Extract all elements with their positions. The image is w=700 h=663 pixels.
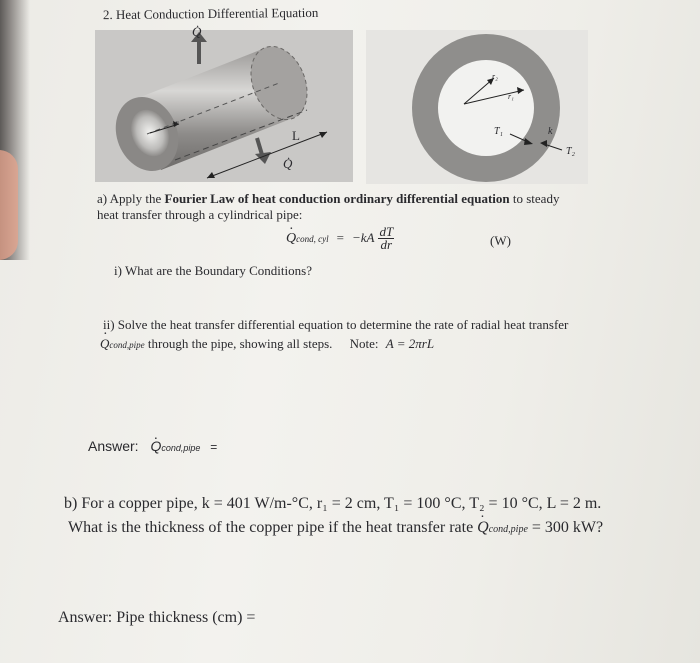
- part-b-sub: cond,pipe: [488, 524, 528, 535]
- ring-figure: [366, 30, 588, 184]
- heat-label-bottom: Q̇: [283, 156, 293, 171]
- answer-a-sym: · Q: [150, 438, 161, 454]
- note-formula: A = 2πrL: [385, 336, 435, 351]
- eq-unit: (W): [490, 233, 511, 248]
- question-ii-line1: ii) Solve the heat transfer differential equation to determine the rate of radial heat transfer: [103, 317, 569, 332]
- heat-label-top: Q̇: [192, 24, 202, 39]
- answer-a-eq: =: [210, 440, 218, 454]
- r2-label: r₂: [492, 72, 498, 81]
- k-label: k: [548, 126, 553, 137]
- eq-fraction: [378, 226, 394, 251]
- part-b-line1: b) For a copper pipe, k = 401 W/m-°C, r₁ = 2 cm, T₁ = 100 °C, T₂ = 10 °C, L = 2 m.: [64, 495, 602, 512]
- part-a-prompt-line2: heat transfer through a cylindrical pipe:: [97, 207, 303, 222]
- radius-label: r: [175, 118, 179, 128]
- ring-inner: [438, 60, 534, 156]
- answer-a-label: Answer:: [88, 438, 139, 454]
- eq-equals: =: [336, 230, 344, 246]
- eq-denominator: dr: [380, 237, 393, 252]
- pipe-figure: [95, 24, 353, 182]
- answer-a-sub: cond,pipe: [161, 443, 201, 453]
- question-i: i) What are the Boundary Conditions?: [114, 263, 312, 278]
- problem-title: 2. Heat Conduction Differential Equation: [102, 4, 319, 23]
- eq-rhs: −kA: [351, 230, 375, 246]
- fourier-equation: [286, 226, 394, 251]
- heat-arrowhead-down: [255, 152, 271, 164]
- r1-label: r₁: [508, 92, 514, 101]
- q-cond-pipe-sym: · Q: [100, 336, 109, 351]
- part-b-post: = 300 kW?: [527, 519, 604, 536]
- t2-label: T₂: [566, 146, 576, 157]
- part-a-tail: to steady: [509, 191, 560, 206]
- note-label: Note:: [349, 336, 379, 351]
- part-b-question: What is the thickness of the copper pipe if the heat transfer rate: [68, 519, 478, 536]
- length-label: L: [292, 128, 300, 143]
- eq-lhs-sub: cond, cyl: [296, 234, 329, 245]
- part-b-line2: [68, 519, 603, 537]
- q-cond-pipe-sub: cond,pipe: [109, 340, 145, 350]
- part-b-sym: · Q: [477, 519, 489, 536]
- part-a-bold: Fourier Law of heat conduction ordinary differential equation: [164, 191, 510, 206]
- eq-lhs: · Q: [286, 231, 296, 246]
- question-ii-line2: [100, 336, 434, 352]
- answer-a: [88, 438, 217, 454]
- t1-label: T₁: [494, 126, 504, 137]
- part-a-prompt: [97, 191, 559, 207]
- eq-numerator: dT: [379, 224, 394, 239]
- answer-b: Answer: Pipe thickness (cm) =: [58, 609, 256, 626]
- thumb: [0, 150, 18, 260]
- pipe-illustration: [95, 30, 353, 182]
- part-a-lead: a) Apply the: [97, 191, 165, 206]
- question-ii-text: through the pipe, showing all steps.: [144, 336, 333, 351]
- ring-illustration: [366, 30, 588, 184]
